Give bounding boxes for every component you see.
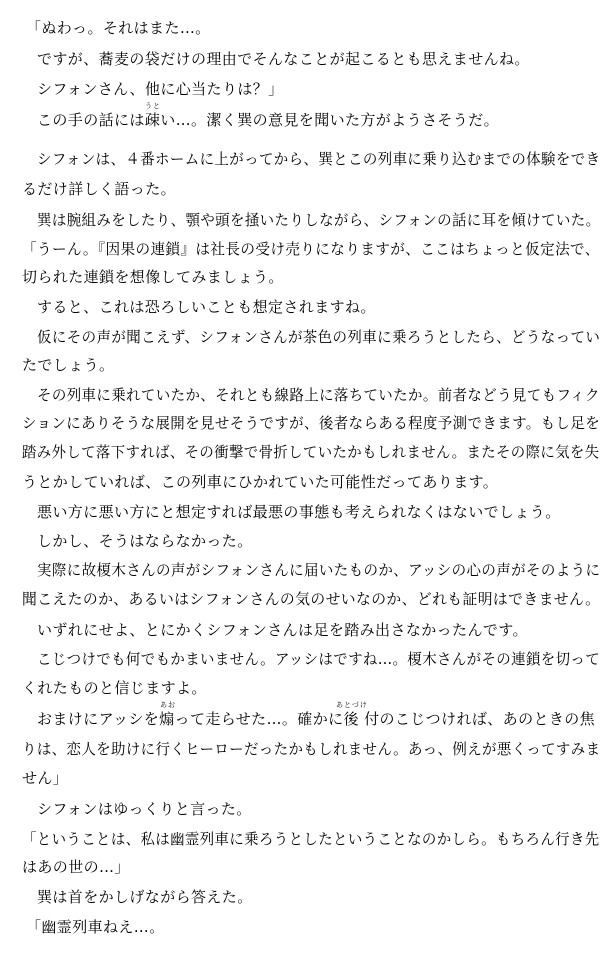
text-line: 悪い方に悪い方にと想定すれば最悪の事態も考えられなくはないでしょう。	[37, 503, 561, 521]
text-line: うとかしていれば、この列車にひかれていた可能性だってあります。	[22, 473, 499, 491]
text-line: シフォンはゆっくりと言った。	[37, 800, 252, 818]
text-line: はあの世の…」	[22, 858, 130, 876]
ruby-annotation: あとづけ	[336, 701, 368, 709]
text-line: この手の話には疎い…。潔く巽の意見を聞いた方がようさそうだ。	[37, 111, 500, 129]
text-line: くれたものと信じますよ。	[22, 679, 207, 697]
text-line: シフォンさん、他に心当たりは？」	[37, 80, 284, 98]
text-line: 「幽霊列車ねえ…。	[26, 918, 165, 936]
text-line: シフォンは、４番ホームに上がってから、巽とこの列車に乗り込むまでの体験をでき	[37, 150, 601, 168]
text-line: るだけ詳しく語った。	[22, 180, 177, 198]
text-line: 踏み外して落下すれば、その衝撃で骨折していたかもしれません。またその際に気を失	[22, 443, 600, 461]
text-line: すると、これは恐ろしいことも想定されますね。	[37, 298, 376, 316]
text-line: 実際に故榎木さんの声がシフォンさんに届いたものか、アッシの心の声がそのように	[37, 561, 601, 579]
text-line: ですが、蕎麦の袋だけの理由でそんなことが起こるとも思えませんね。	[37, 50, 530, 68]
ruby-annotation: あお	[160, 701, 176, 709]
text-line: こじつけでも何でもかまいません。アッシはですね…。榎木さんがその連鎖を切って	[37, 650, 601, 668]
text-line: たでしょう。	[22, 356, 115, 374]
text-line: 「ぬわっ。それはまた…。	[26, 19, 211, 37]
text-line: 「うーん。『因果の連鎖』は社長の受け売りになりますが、ここはちょっと仮定法で、	[22, 240, 600, 258]
text-line: 巽は首をかしげながら答えた。	[37, 888, 253, 906]
text-line: 仮にその声が聞こえず、シフォンさんが茶色の列車に乗ろうとしたら、どうなってい	[37, 328, 601, 346]
text-line: ションにありそうな展開を見せそうですが、後者ならある程度予測できます。もし足を	[22, 414, 601, 432]
text-line: りは、恋人を助けに行くヒーローだったかもしれません。あっ、例えが悪くってすみま	[22, 740, 601, 758]
text-line: おまけにアッシを煽って走らせた…。確かに後 付のこじつければ、あのときの焦	[37, 710, 596, 728]
text-line: 切られた連鎖を想像してみましょう。	[22, 268, 284, 286]
text-line: 巽は腕組みをしたり、顎や頭を掻いたりしながら、シフォンの話に耳を傾けていた。	[37, 211, 601, 229]
text-line: 「ということは、私は幽霊列車に乗ろうとしたということなのかしら。もちろん行き先	[22, 830, 600, 848]
ruby-annotation: うと	[145, 102, 161, 110]
text-line: しかし、そうはならなかった。	[37, 532, 253, 550]
text-line: せん」	[22, 769, 69, 787]
text-line: その列車に乗れていたか、それとも線路上に落ちていたか。前者などう見てもフィク	[37, 386, 600, 404]
text-line: 聞こえたのか、あるいはシフォンさんの気のせいなのか、どれも証明はできません。	[22, 590, 601, 608]
text-line: いずれにせよ、とにかくシフォンさんは足を踏み出さなかったんです。	[37, 621, 528, 639]
